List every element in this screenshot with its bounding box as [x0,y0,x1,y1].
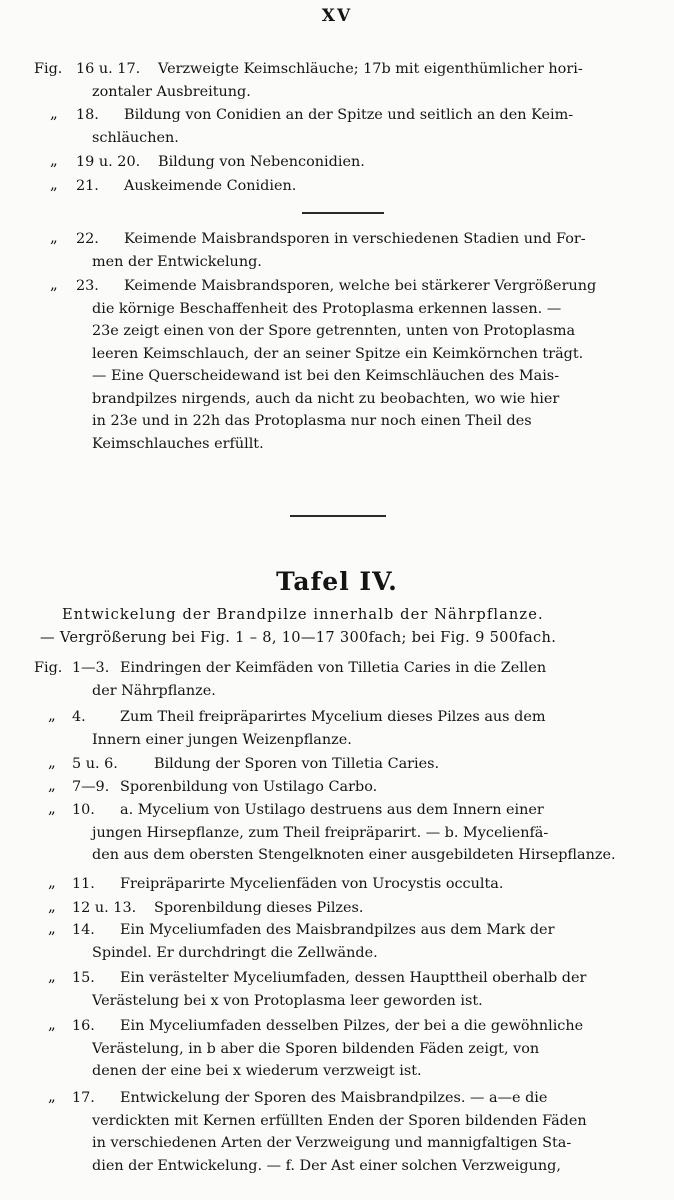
figure-description-line: 23e zeigt einen von der Spore getrennten, unten von Protoplasma [92,323,576,339]
ditto-mark: „ [48,919,56,937]
ditto-mark: „ [50,175,58,193]
section-divider-rule [290,515,386,517]
tafel-subtitle-line: — Vergrößerung bei Fig. 1 – 8, 10—17 300fach; bei Fig. 9 500fach. [40,628,557,646]
ditto-mark: „ [50,275,58,293]
figure-description-line: in 23e und in 22h das Protoplasma nur noch einen Theil des [92,413,532,429]
figure-description-line: Sporenbildung von Ustilago Carbo. [120,779,378,795]
figure-description-line: Ein verästelter Myceliumfaden, dessen Haupttheil oberhalb der [120,970,587,986]
figure-description-line: men der Entwickelung. [92,253,262,270]
figure-description-line: Keimende Maisbrandsporen in verschiedenen Stadien und For- [124,231,586,247]
figure-description-line: in verschiedenen Arten der Verzweigung und mannigfaltigen Sta- [92,1135,572,1151]
figure-description-line: a. Mycelium von Ustilago destruens aus dem Innern einer [120,802,544,818]
figure-number: 7—9. [72,779,110,795]
figure-number: 1—3. [72,660,110,676]
figure-number: 16 u. 17. [76,61,141,77]
figure-description-line: Freipräparirte Mycelienfäden von Urocystis occulta. [120,876,504,892]
figure-description-line: brandpilzes nirgends, auch da nicht zu beobachten, wo wie hier [92,390,560,407]
figure-description-line: Verästelung, in b aber die Sporen bildenden Fäden zeigt, von [92,1040,540,1057]
figure-description-line: Keimschlauches erfüllt. [92,435,264,452]
figure-description-line: Bildung von Nebenconidien. [158,154,365,170]
figure-description-line: verdickten mit Kernen erfüllten Enden der Sporen bildenden Fäden [92,1112,587,1129]
figure-description-line: Innern einer jungen Weizenpflanze. [92,731,352,748]
fig-label: Fig. [34,660,63,676]
figure-number: 11. [72,876,95,892]
tafel-heading: Tafel IV. [276,567,398,596]
figure-description-line: Zum Theil freipräparirtes Mycelium dieses Pilzes aus dem [120,709,546,725]
figure-description-line: Spindel. Er durchdringt die Zellwände. [92,944,378,961]
fig-label: Fig. [34,61,63,77]
figure-number: 22. [76,231,99,247]
figure-description-line: leeren Keimschlauch, der an seiner Spitze ein Keimkörnchen trägt. [92,345,584,362]
ditto-mark: „ [48,776,56,794]
ditto-mark: „ [48,967,56,985]
figure-number: 5 u. 6. [72,756,118,772]
figure-number: 4. [72,709,86,725]
figure-number: 19 u. 20. [76,154,141,170]
tafel-subtitle-line: Entwickelung der Brandpilze innerhalb der Nährpflanze. [62,606,544,623]
figure-description-line: Entwickelung der Sporen des Maisbrandpilzes. — a—e die [120,1090,548,1106]
figure-description-line: zontaler Ausbreitung. [92,83,251,100]
figure-number: 12 u. 13. [72,900,137,916]
ditto-mark: „ [48,799,56,817]
page-number: XV [321,6,353,26]
figure-description-line: dien der Entwickelung. — f. Der Ast einer solchen Verzweigung, [92,1157,561,1174]
figure-number: 10. [72,802,95,818]
figure-description-line: jungen Hirsepflanze, zum Theil freipräparirt. — b. Mycelienfä- [92,824,549,841]
ditto-mark: „ [48,897,56,915]
figure-description-line: denen der eine bei x wiederum verzweigt ist. [92,1063,422,1079]
figure-description-line: Ein Myceliumfaden desselben Pilzes, der bei a die gewöhnliche [120,1018,584,1034]
figure-number: 23. [76,278,99,294]
ditto-mark: „ [50,104,58,122]
figure-description-line: schläuchen. [92,129,179,146]
figure-description-line: Auskeimende Conidien. [124,178,297,194]
divider-rule [302,212,384,214]
figure-number: 21. [76,178,99,194]
figure-number: 16. [72,1018,95,1034]
figure-description-line: Sporenbildung dieses Pilzes. [154,900,364,916]
ditto-mark: „ [48,873,56,891]
ditto-mark: „ [48,753,56,771]
figure-description-line: Eindringen der Keimfäden von Tilletia Caries in die Zellen [120,660,547,676]
figure-description-line: die körnige Beschaffenheit des Protoplasma erkennen lassen. — [92,300,562,317]
ditto-mark: „ [48,1087,56,1105]
figure-description-line: Keimende Maisbrandsporen, welche bei stärkerer Vergrößerung [124,278,597,294]
figure-number: 14. [72,922,95,938]
figure-description-line: der Nährpflanze. [92,682,216,699]
figure-number: 18. [76,107,99,123]
figure-number: 17. [72,1090,95,1106]
figure-description-line: — Eine Querscheidewand ist bei den Keimschläuchen des Mais- [92,368,560,384]
figure-description-line: den aus dem obersten Stengelknoten einer ausgebildeten Hirsepflanze. [92,847,616,863]
figure-description-line: Verzweigte Keimschläuche; 17b mit eigenthümlicher hori- [158,61,583,77]
tafel-subtitle [40,604,557,649]
figure-description-line: Bildung der Sporen von Tilletia Caries. [154,756,440,772]
figure-number: 15. [72,970,95,986]
figure-description-line: Verästelung bei x von Protoplasma leer geworden ist. [92,992,483,1009]
ditto-mark: „ [50,151,58,169]
ditto-mark: „ [50,228,58,246]
figure-description-line: Bildung von Conidien an der Spitze und seitlich an den Keim- [124,107,574,123]
ditto-mark: „ [48,1015,56,1033]
ditto-mark: „ [48,706,56,724]
figure-description-line: Ein Myceliumfaden des Maisbrandpilzes aus dem Mark der [120,922,555,938]
